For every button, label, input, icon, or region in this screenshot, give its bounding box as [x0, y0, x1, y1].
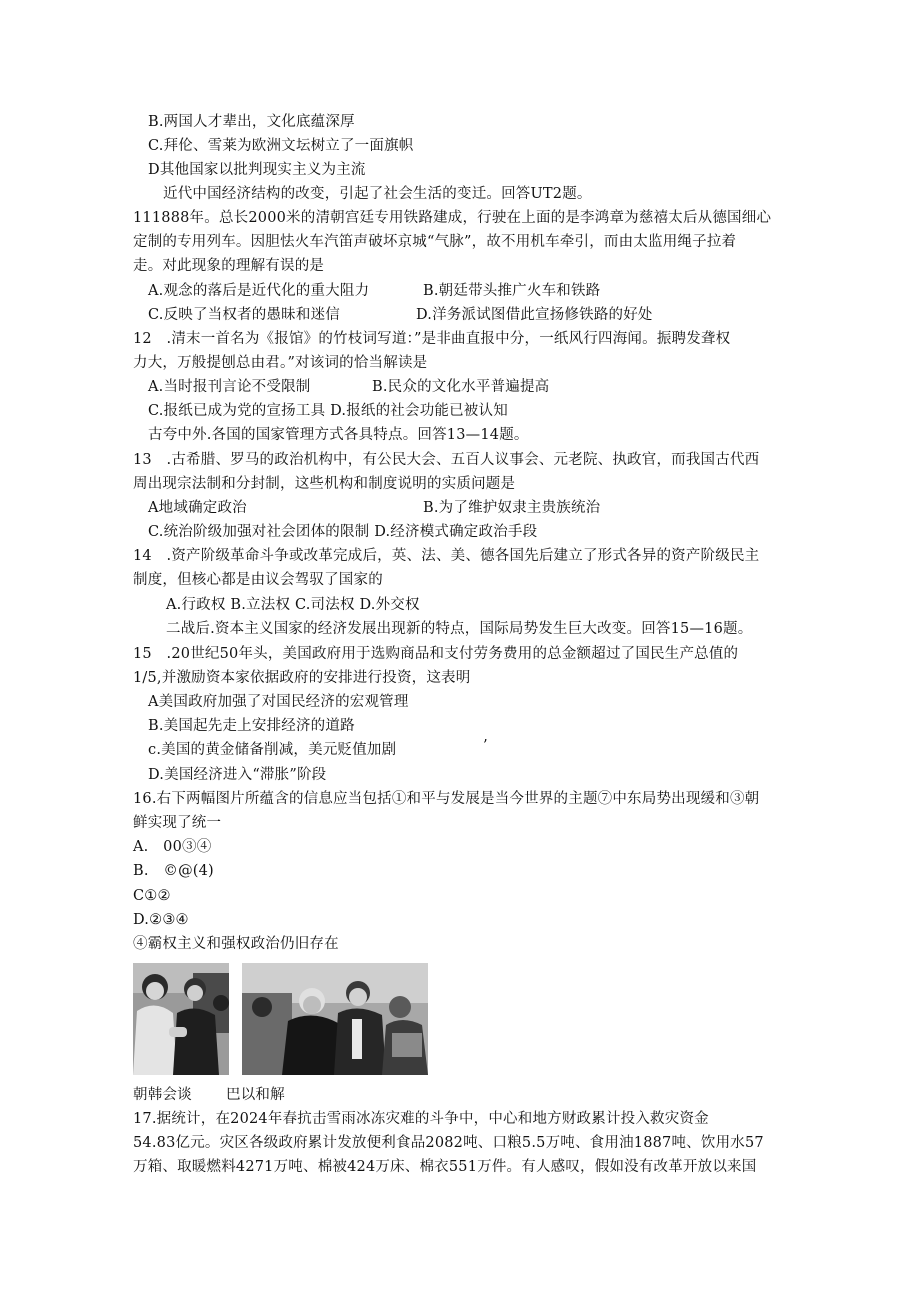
q16-option-a: A. 00③④: [133, 839, 212, 855]
stray-mark: ’: [483, 738, 488, 754]
q16-stem-line1: 16.右下两幅图片所蕴含的信息应当包括①和平与发展是当今世界的主题⑦中东局势出现缓和③朝: [133, 791, 760, 807]
q13-option-b: B.为了维护奴隶主贵族统治: [423, 500, 601, 516]
q15-option-c: c.美国的黄金储备削减，美元贬值加剧: [148, 742, 397, 758]
section-intro-11-12: 近代中国经济结构的改变，引起了社会生活的变迁。回答UT2题。: [163, 186, 592, 202]
q15-stem-line1: 15 .20世纪50年头，美国政府用于选购商品和支付劳务费用的总金额超过了国民生产总值的: [133, 646, 739, 662]
q15-option-d: D.美国经济进入“滞胀”阶段: [148, 767, 327, 783]
q14-options: A.行政权 B.立法权 C.司法权 D.外交权: [166, 597, 420, 613]
section-intro-15-16: 二战后.资本主义国家的经济发展出现新的特点，国际局势发生巨大改变。回答15—16题。: [166, 621, 753, 637]
q16-option-d: D.②③④: [133, 912, 189, 928]
q11-option-b: B.朝廷带头推广火车和铁路: [423, 283, 601, 299]
q12-stem-line1: 12 .清末一首名为《报馆》的竹枝词写道：”是非曲直报中分，一纸风行四海闻。振聘发聋权: [133, 331, 731, 347]
photo-korea-talks: [133, 963, 229, 1075]
q12-option-cd: C.报纸已成为党的宣扬工具 D.报纸的社会功能已被认知: [148, 403, 508, 419]
q11-stem-line2: 定制的专用列车。因胆怯火车汽笛声破坏京城“气脉”，故不用机车牵引，而由太监用绳子拉着: [133, 234, 737, 250]
q11-option-a: A.观念的落后是近代化的重大阻力: [148, 283, 370, 299]
section-intro-13-14: 古夸中外.各国的国家管理方式各具特点。回答13—14题。: [148, 427, 529, 443]
q16-statement-4: ④霸权主义和强权政治仍旧存在: [133, 936, 339, 952]
photo-caption-israel-palestine: 巴以和解: [226, 1087, 285, 1103]
photo-israel-palestine: [242, 963, 428, 1075]
q17-stem-line3: 万箱、取暖燃料4271万吨、棉被424万床、棉衣551万件。有人感叹，假如没有改革开放以来国: [133, 1159, 757, 1175]
q10-option-d: D其他国家以批判现实主义为主流: [148, 162, 366, 178]
q16-option-c: C①②: [133, 888, 171, 904]
q12-stem-line2: 力大，万般提刨总由君。”对该词的恰当解读是: [133, 355, 428, 371]
q11-option-c: C.反映了当权者的愚昧和迷信: [148, 307, 340, 323]
photo-caption-korea: 朝韩会谈: [133, 1087, 192, 1103]
q13-stem-line1: 13 .古希腊、罗马的政治机构中，有公民大会、五百人议事会、元老院、执政官，而我国古代西: [133, 452, 760, 468]
q15-stem-line2: 1/5,并激励资本家依据政府的安排进行投资，这表明: [133, 670, 471, 686]
q12-option-b: B.民众的文化水平普遍提高: [372, 379, 550, 395]
q13-stem-line2: 周出现宗法制和分封制，这些机构和制度说明的实质问题是: [133, 476, 516, 492]
q13-option-cd: C.统治阶级加强对社会团体的限制 D.经济模式确定政治手段: [148, 524, 538, 540]
q14-stem-line2: 制度，但核心都是由议会驾驭了国家的: [133, 572, 383, 588]
q10-option-c: C.拜伦、雪莱为欧洲文坛树立了一面旗帜: [148, 138, 414, 154]
q15-option-a: A美国政府加强了对国民经济的宏观管理: [148, 694, 409, 710]
q17-stem-line2: 54.83亿元。灾区各级政府累计发放便利食品2082吨、口粮5.5万吨、食用油1887吨、饮用水57: [133, 1135, 764, 1151]
q15-option-b: B.美国起先走上安排经济的道路: [148, 718, 355, 734]
q13-option-a: A地域确定政治: [148, 500, 247, 516]
q12-option-a: A.当时报刊言论不受限制: [148, 379, 311, 395]
q16-option-b: B. ©@(4): [133, 863, 214, 879]
q11-option-d: D.洋务派试图借此宣扬修铁路的好处: [416, 307, 653, 323]
q10-option-b: B.两国人才辈出，文化底蕴深厚: [148, 114, 355, 130]
q11-stem-line1: 111888年。总长2000米的清朝宫廷专用铁路建成，行驶在上面的是李鸿章为慈禧太后从德国细心: [133, 210, 772, 226]
q14-stem-line1: 14 .资产阶级革命斗争或改革完成后，英、法、美、德各国先后建立了形式各异的资产阶级民主: [133, 548, 760, 564]
q16-stem-line2: 鲜实现了统一: [133, 815, 222, 831]
q17-stem-line1: 17.据统计，在2024年春抗击雪雨冰冻灾难的斗争中，中心和地方财政累计投入救灾资金: [133, 1111, 709, 1127]
q11-stem-line3: 走。对此现象的理解有误的是: [133, 258, 325, 274]
